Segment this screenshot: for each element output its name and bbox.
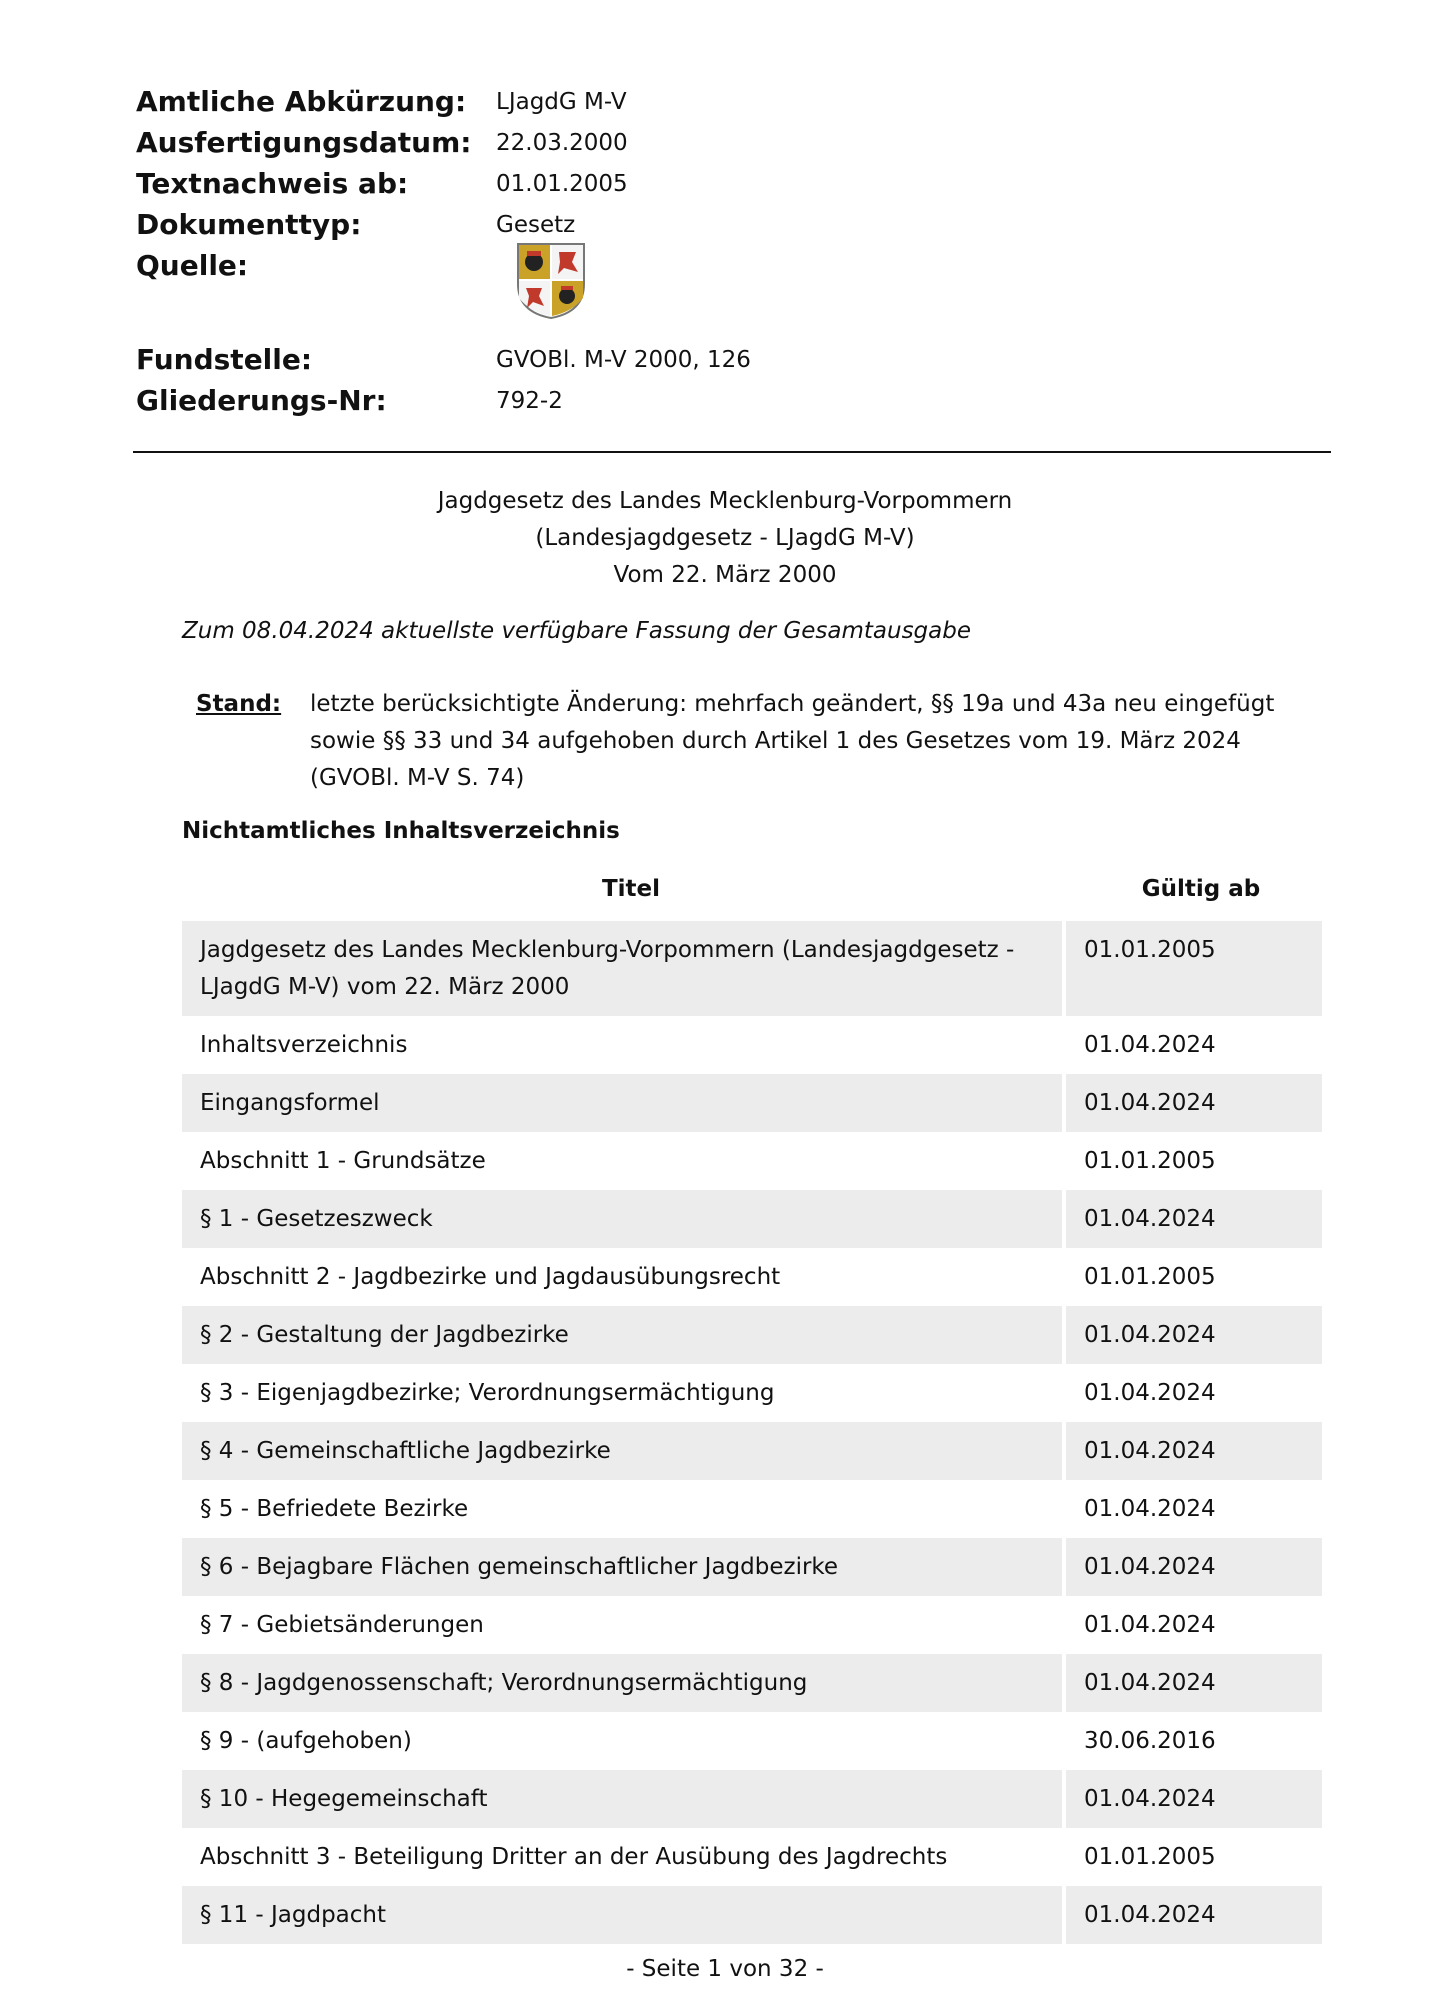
toc-entry-date: 01.04.2024	[1066, 1886, 1322, 1944]
toc-entry-title[interactable]: Abschnitt 1 - Grundsätze	[200, 1148, 486, 1174]
toc-entry-title[interactable]: § 4 - Gemeinschaftliche Jagdbezirke	[182, 1422, 1062, 1480]
table-row[interactable]	[182, 1306, 1322, 1364]
coat-of-arms-icon	[514, 240, 588, 320]
toc-entry-date: 01.01.2005	[1066, 921, 1322, 1016]
gliederung-value: 792-2	[496, 388, 563, 414]
textnachweis-value: 01.01.2005	[496, 171, 628, 197]
toc-entry-title[interactable]: § 8 - Jagdgenossenschaft; Verordnungsermächtigung	[182, 1654, 1062, 1712]
textnachweis-label: Textnachweis ab:	[136, 167, 409, 200]
toc-entry-title[interactable]: § 3 - Eigenjagdbezirke; Verordnungsermächtigung	[200, 1380, 775, 1406]
header-divider	[133, 451, 1331, 453]
fundstelle-value: GVOBl. M-V 2000, 126	[496, 347, 751, 373]
table-row[interactable]	[182, 1654, 1322, 1712]
toc-table	[182, 871, 1322, 1944]
table-row[interactable]	[182, 1770, 1322, 1828]
table-row[interactable]	[182, 1596, 1322, 1654]
ausfertigungsdatum-value: 22.03.2000	[496, 130, 628, 156]
law-title-line-2: (Landesjagdgesetz - LJagdG M-V)	[535, 525, 915, 551]
fundstelle-label: Fundstelle:	[136, 343, 313, 376]
toc-body	[182, 921, 1322, 1944]
table-row[interactable]	[182, 1364, 1322, 1422]
quelle-label: Quelle:	[136, 249, 249, 282]
law-title	[0, 483, 1450, 594]
stand-text: letzte berücksichtigte Änderung: mehrfach geändert, §§ 19a und 43a neu eingefügt sowie §§ 33 und 34 aufgehoben durch Artikel 1 des Gesetzes vom 19. März 2024 (GVOBl. M-V S. 74)	[310, 691, 1275, 791]
table-row[interactable]	[182, 1132, 1322, 1190]
law-title-line-3: Vom 22. März 2000	[613, 562, 837, 588]
toc-entry-title[interactable]: § 9 - (aufgehoben)	[200, 1728, 412, 1754]
toc-entry-title[interactable]: § 11 - Jagdpacht	[182, 1886, 1062, 1944]
toc-entry-date: 01.04.2024	[1084, 1496, 1216, 1522]
table-row[interactable]	[182, 1422, 1322, 1480]
toc-entry-title[interactable]: § 1 - Gesetzeszweck	[182, 1190, 1062, 1248]
toc-col-date-header: Gültig ab	[1141, 876, 1261, 902]
law-title-line-1: Jagdgesetz des Landes Mecklenburg-Vorpommern	[437, 488, 1013, 514]
toc-entry-title[interactable]: Abschnitt 2 - Jagdbezirke und Jagdausübungsrecht	[200, 1264, 781, 1290]
toc-entry-date: 01.04.2024	[1066, 1770, 1322, 1828]
table-row[interactable]	[182, 921, 1322, 1016]
toc-entry-title[interactable]: Abschnitt 3 - Beteiligung Dritter an der Ausübung des Jagdrechts	[200, 1844, 948, 1870]
stand-label: Stand:	[196, 691, 282, 717]
toc-entry-title[interactable]: Inhaltsverzeichnis	[200, 1032, 408, 1058]
table-row[interactable]	[182, 1828, 1322, 1886]
toc-entry-date: 01.01.2005	[1084, 1264, 1216, 1290]
table-row[interactable]	[182, 1190, 1322, 1248]
toc-entry-title[interactable]: § 6 - Bejagbare Flächen gemeinschaftlicher Jagdbezirke	[182, 1538, 1062, 1596]
abkuerzung-label: Amtliche Abkürzung:	[136, 85, 467, 118]
toc-header-row	[182, 871, 1322, 921]
table-row[interactable]	[182, 1480, 1322, 1538]
toc-heading: Nichtamtliches Inhaltsverzeichnis	[182, 818, 620, 844]
toc-entry-title[interactable]: § 7 - Gebietsänderungen	[200, 1612, 484, 1638]
table-row[interactable]	[182, 1538, 1322, 1596]
toc-entry-title[interactable]: § 5 - Befriedete Bezirke	[200, 1496, 469, 1522]
page-footer: - Seite 1 von 32 -	[626, 1956, 824, 1982]
dokumenttyp-label: Dokumenttyp:	[136, 208, 362, 241]
toc-entry-date: 01.04.2024	[1084, 1380, 1216, 1406]
dokumenttyp-value: Gesetz	[496, 212, 576, 238]
toc-entry-date: 01.04.2024	[1066, 1190, 1322, 1248]
toc-entry-date: 01.04.2024	[1066, 1422, 1322, 1480]
toc-entry-date: 01.04.2024	[1066, 1654, 1322, 1712]
toc-entry-date: 01.01.2005	[1084, 1844, 1216, 1870]
toc-entry-date: 01.04.2024	[1066, 1074, 1322, 1132]
toc-entry-title[interactable]: § 10 - Hegegemeinschaft	[182, 1770, 1062, 1828]
toc-entry-date: 30.06.2016	[1084, 1728, 1216, 1754]
toc-entry-title[interactable]: Eingangsformel	[182, 1074, 1062, 1132]
abkuerzung-value: LJagdG M-V	[496, 89, 627, 115]
toc-entry-date: 01.04.2024	[1066, 1306, 1322, 1364]
toc-entry-date: 01.04.2024	[1084, 1612, 1216, 1638]
toc-entry-title[interactable]: Jagdgesetz des Landes Mecklenburg-Vorpommern (Landesjagdgesetz - LJagdG M-V) vom 22. März 2000	[182, 921, 1062, 1016]
ausfertigungsdatum-label: Ausfertigungsdatum:	[136, 126, 472, 159]
table-row[interactable]	[182, 1248, 1322, 1306]
toc-entry-date: 01.04.2024	[1066, 1538, 1322, 1596]
toc-entry-date: 01.01.2005	[1084, 1148, 1216, 1174]
gliederung-label: Gliederungs-Nr:	[136, 384, 387, 417]
table-row[interactable]	[182, 1712, 1322, 1770]
toc-entry-date: 01.04.2024	[1084, 1032, 1216, 1058]
toc-col-title-header: Titel	[601, 876, 661, 902]
toc-entry-title[interactable]: § 2 - Gestaltung der Jagdbezirke	[182, 1306, 1062, 1364]
table-row[interactable]	[182, 1016, 1322, 1074]
table-row[interactable]	[182, 1074, 1322, 1132]
fassung-note: Zum 08.04.2024 aktuellste verfügbare Fassung der Gesamtausgabe	[182, 618, 971, 644]
table-row[interactable]	[182, 1886, 1322, 1944]
